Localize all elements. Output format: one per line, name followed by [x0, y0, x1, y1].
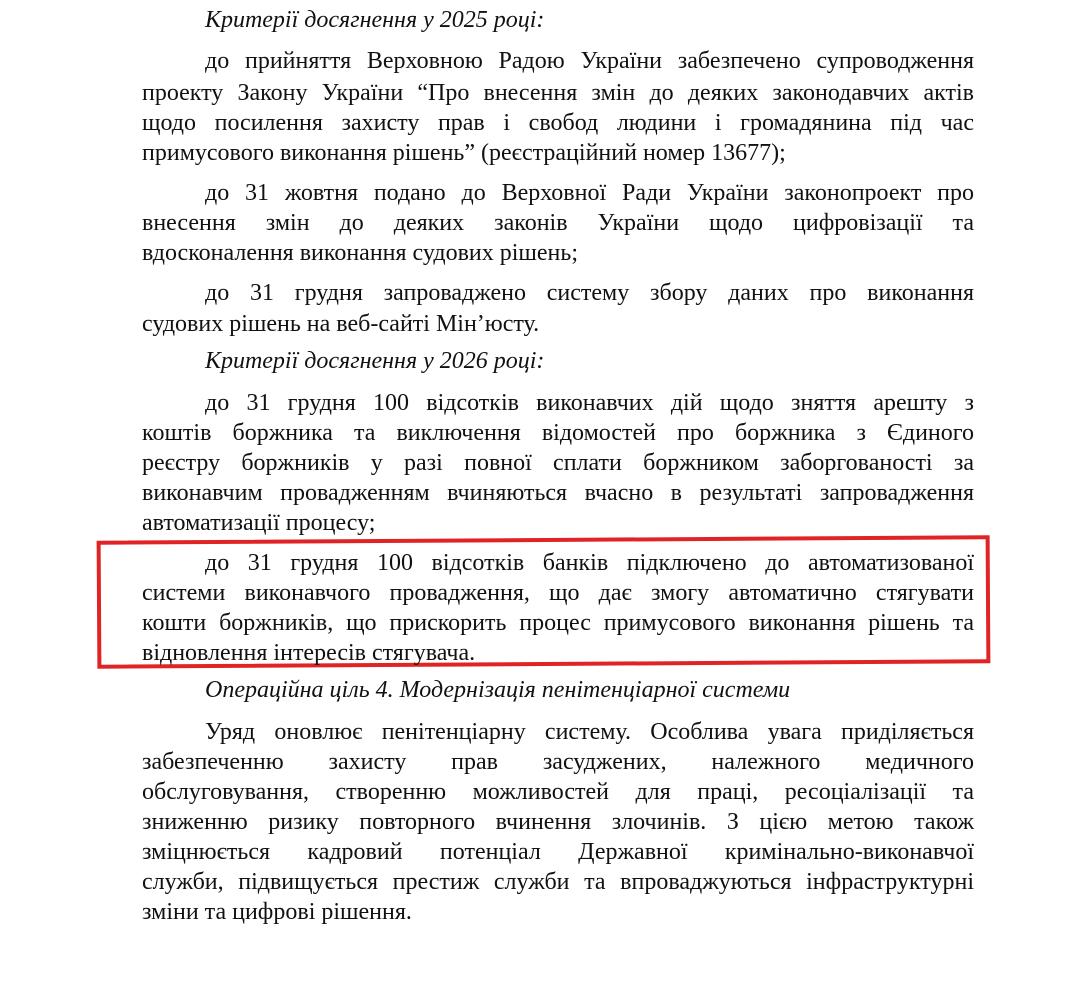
- paragraph-1-line-1: до прийняття Верховною Радою України забезпечено супроводження: [205, 48, 974, 74]
- paragraph-4-line-1: до 31 грудня 100 відсотків виконавчих дій щодо зняття арешту з: [205, 390, 974, 416]
- paragraph-1-line-4: примусового виконання рішень” (реєстраційний номер 13677);: [142, 140, 786, 166]
- heading-criteria-2026: Критерії досягнення у 2026 році:: [205, 348, 545, 374]
- paragraph-3-line-2: судових рішень на веб-сайті Мін’юсту.: [142, 311, 540, 337]
- paragraph-6-line-1: Уряд оновлює пенітенціарну систему. Особлива увага приділяється: [205, 719, 974, 745]
- paragraph-4-line-2: коштів боржника та виключення відомостей про боржника з Єдиного: [142, 420, 974, 446]
- paragraph-6-line-2: забезпеченню захисту прав засуджених, належного медичного: [142, 749, 974, 775]
- paragraph-5-line-1: до 31 грудня 100 відсотків банків підключено до автоматизованої: [205, 550, 974, 576]
- paragraph-6-line-6: служби, підвищується престиж служби та впроваджуються інфраструктурні: [142, 869, 974, 895]
- paragraph-2-line-1: до 31 жовтня подано до Верховної Ради України законопроект про: [205, 180, 974, 206]
- paragraph-5-line-4: відновлення інтересів стягувача.: [142, 640, 476, 666]
- paragraph-2-line-3: вдосконалення виконання судових рішень;: [142, 240, 579, 266]
- paragraph-6-line-7: зміни та цифрові рішення.: [142, 899, 412, 925]
- paragraph-6-line-3: обслуговування, створенню можливостей для праці, ресоціалізації та: [142, 779, 974, 805]
- paragraph-3-line-1: до 31 грудня запроваджено систему збору даних про виконання: [205, 280, 974, 306]
- paragraph-4-line-5: автоматизації процесу;: [142, 510, 376, 536]
- heading-criteria-2025: Критерії досягнення у 2025 році:: [205, 7, 545, 33]
- paragraph-4-line-4: виконавчим провадженням вчиняються вчасно в результаті запровадження: [142, 480, 974, 506]
- paragraph-5-line-2: системи виконавчого провадження, що дає змогу автоматично стягувати: [142, 580, 974, 606]
- paragraph-6-line-5: зміцнюється кадровий потенціал Державної кримінально-виконавчої: [142, 839, 974, 865]
- paragraph-5-line-3: кошти боржників, що прискорить процес примусового виконання рішень та: [142, 610, 974, 636]
- paragraph-4-line-3: реєстру боржників у разі повної сплати боржником заборгованості за: [142, 450, 974, 476]
- paragraph-2-line-2: внесення змін до деяких законів України щодо цифровізації та: [142, 210, 974, 236]
- paragraph-1-line-3: щодо посилення захисту прав і свобод людини і громадянина під час: [142, 110, 974, 136]
- paragraph-1-line-2: проекту Закону України “Про внесення змін до деяких законодавчих актів: [142, 80, 974, 106]
- heading-operational-goal-4: Операційна ціль 4. Модернізація пенітенціарної системи: [205, 677, 791, 703]
- paragraph-6-line-4: зниженню ризику повторного вчинення злочинів. З цією метою також: [142, 809, 974, 835]
